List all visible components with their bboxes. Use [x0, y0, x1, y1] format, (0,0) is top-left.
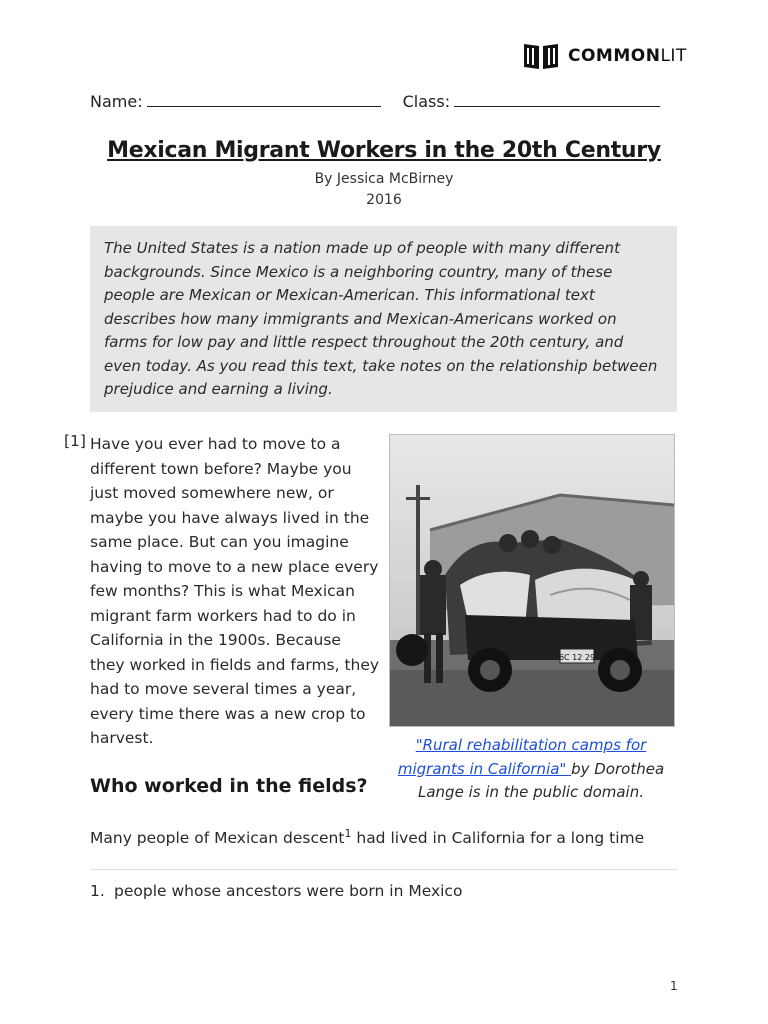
footnote-ref[interactable]: 1 [344, 826, 352, 840]
article-byline: By Jessica McBirney [314, 171, 454, 187]
section-heading: Who worked in the fields? [90, 775, 368, 797]
intro-box: The United States is a nation made up of people with many different backgrounds. Since Mexico is a neighboring country, many of these people are Mexican or Mexican-American. This informational text describes how many immigrants and Mexican-Americans worked on farms for low pay and little respect throughout the 20th century, and even today. As you read this text, take notes on the relationship between prejudice and earning a living. [90, 226, 677, 412]
article-title: Mexican Migrant Workers in the 20th Century [107, 138, 661, 163]
paragraph-1: Have you ever had to move to a different town before? Maybe you just moved somewhere new, or maybe you have always lived in the same place. But can you imagine having to move to a new place every few months? This is what Mexican migrant farm workers had to do in California in the 1900s. Because they worked in fields and farms, they had to move several times a year, every time there was a new crop to harvest. [90, 435, 380, 747]
footnote-item [90, 882, 462, 900]
image-source-link[interactable]: "Rural rehabilitation camps for migrants in California" [397, 736, 647, 778]
class-field[interactable] [454, 92, 660, 107]
footnote-text: people whose ancestors were born in Mexico [114, 882, 463, 900]
name-field[interactable] [147, 92, 381, 107]
logo-wordmark: COMMONLIT [568, 46, 687, 66]
commonlit-logo [522, 42, 687, 70]
name-label: Name: [90, 92, 143, 111]
footnote-divider [90, 869, 678, 870]
image-caption [389, 734, 673, 805]
image-caption-credit: by Dorothea Lange is in the public domain. [418, 759, 665, 801]
footnote-number: 1. [90, 882, 105, 900]
open-book-icon [522, 42, 560, 70]
license-plate-text: 6C 12 29 [558, 653, 596, 662]
class-label: Class: [402, 92, 451, 111]
historical-photo [389, 434, 675, 727]
student-info-row [90, 92, 690, 111]
paragraph-2 [90, 826, 645, 847]
paragraph-number: [1] [64, 432, 86, 450]
paragraph-2-text: Many people of Mexican descent [90, 829, 345, 847]
page-number: 1 [670, 979, 678, 993]
article-year: 2016 [366, 192, 402, 208]
paragraph-2-text-cont: had lived in California for a long time [351, 829, 645, 847]
